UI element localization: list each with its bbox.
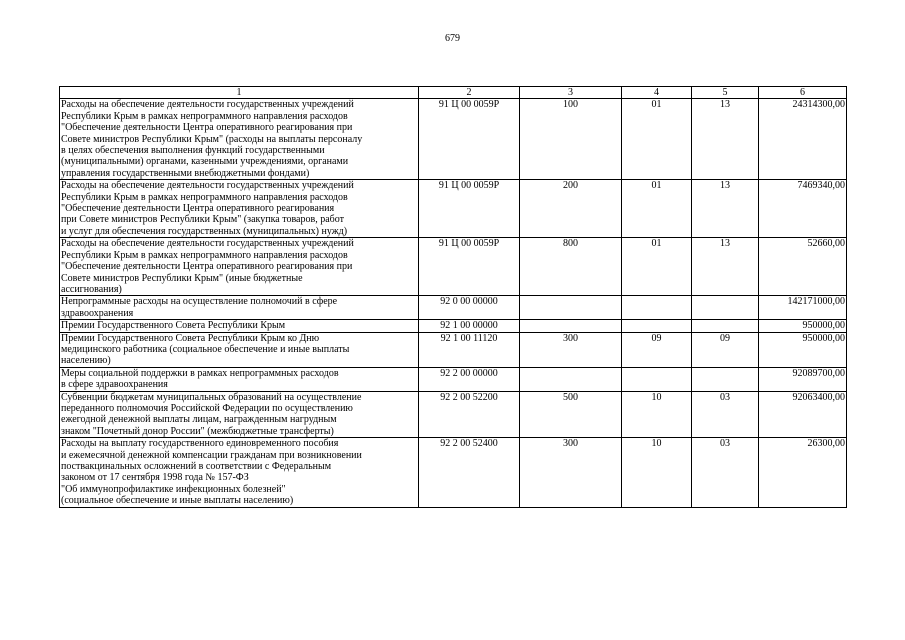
- expense-description: Субвенции бюджетам муниципальных образований на осуществление переданного полномочия Российской Федерации по осуществлению ежегодной денежной выплаты лицам, награжденным нагрудным знаком "Почетный донор России" (межбюджетные трансферты): [60, 391, 419, 438]
- table-row: [60, 367, 847, 391]
- expense-type: 500: [520, 391, 622, 438]
- section-code: 01: [622, 238, 692, 296]
- section-code: [622, 367, 692, 391]
- amount: 52660,00: [759, 238, 847, 296]
- table-row: [60, 99, 847, 180]
- section-code: 01: [622, 99, 692, 180]
- subsection-code: 13: [692, 180, 759, 238]
- expense-description: Расходы на обеспечение деятельности государственных учреждений Республики Крым в рамках непрограммного направления расходов "Обеспечение деятельности Центра оперативного реагирования при Совете министров Республики Крым" (иные бюджетные ассигнования): [60, 238, 419, 296]
- section-code: 10: [622, 438, 692, 507]
- target-code: 92 1 00 11120: [419, 332, 520, 367]
- amount: 92089700,00: [759, 367, 847, 391]
- page-number: 679: [445, 33, 460, 44]
- subsection-code: [692, 296, 759, 320]
- subsection-code: 03: [692, 391, 759, 438]
- column-header: 1: [60, 87, 419, 99]
- expense-type: 200: [520, 180, 622, 238]
- section-code: [622, 320, 692, 332]
- expense-description: Премии Государственного Совета Республики Крым: [60, 320, 419, 332]
- subsection-code: 03: [692, 438, 759, 507]
- subsection-code: [692, 320, 759, 332]
- budget-table: [59, 86, 847, 508]
- target-code: 92 0 00 00000: [419, 296, 520, 320]
- section-code: [622, 296, 692, 320]
- expense-type: [520, 367, 622, 391]
- target-code: 92 2 00 52200: [419, 391, 520, 438]
- target-code: 92 2 00 00000: [419, 367, 520, 391]
- amount: 142171000,00: [759, 296, 847, 320]
- table-row: [60, 296, 847, 320]
- section-code: 09: [622, 332, 692, 367]
- expense-description: Расходы на обеспечение деятельности государственных учреждений Республики Крым в рамках непрограммного направления расходов "Обеспечение деятельности Центра оперативного реагирования при Совете министров Республики Крым" (расходы на выплаты персоналу в целях обеспечения выполнения функций государственными (муниципальными) органами, казенными учреждениями, органами управления государственными внебюджетными фондами): [60, 99, 419, 180]
- column-header: 6: [759, 87, 847, 99]
- column-header: 3: [520, 87, 622, 99]
- subsection-code: 13: [692, 238, 759, 296]
- subsection-code: [692, 367, 759, 391]
- section-code: 01: [622, 180, 692, 238]
- column-header: 4: [622, 87, 692, 99]
- amount: 24314300,00: [759, 99, 847, 180]
- expense-description: Непрограммные расходы на осуществление полномочий в сфере здравоохранения: [60, 296, 419, 320]
- target-code: 91 Ц 00 0059Р: [419, 180, 520, 238]
- column-header: 5: [692, 87, 759, 99]
- subsection-code: 13: [692, 99, 759, 180]
- expense-type: 300: [520, 438, 622, 507]
- expense-description: Расходы на обеспечение деятельности государственных учреждений Республики Крым в рамках непрограммного направления расходов "Обеспечение деятельности Центра оперативного реагирования при Совете министров Республики Крым" (закупка товаров, работ и услуг для обеспечения государственных (муниципальных) нужд): [60, 180, 419, 238]
- expense-description: Меры социальной поддержки в рамках непрограммных расходов в сфере здравоохранения: [60, 367, 419, 391]
- expense-type: 300: [520, 332, 622, 367]
- table-row: [60, 238, 847, 296]
- target-code: 92 2 00 52400: [419, 438, 520, 507]
- table-row: [60, 438, 847, 507]
- target-code: 91 Ц 00 0059Р: [419, 238, 520, 296]
- amount: 7469340,00: [759, 180, 847, 238]
- table-row: [60, 332, 847, 367]
- table-row: [60, 180, 847, 238]
- subsection-code: 09: [692, 332, 759, 367]
- expense-type: [520, 296, 622, 320]
- table-header-row: [60, 87, 847, 99]
- table-row: [60, 391, 847, 438]
- expense-type: [520, 320, 622, 332]
- expense-description: Премии Государственного Совета Республики Крым ко Дню медицинского работника (социальное обеспечение и иные выплаты населению): [60, 332, 419, 367]
- column-header: 2: [419, 87, 520, 99]
- expense-type: 800: [520, 238, 622, 296]
- target-code: 92 1 00 00000: [419, 320, 520, 332]
- expense-type: 100: [520, 99, 622, 180]
- expense-description: Расходы на выплату государственного единовременного пособия и ежемесячной денежной компенсации гражданам при возникновении поствакцинальных осложнений в соответствии с Федеральным законом от 17 сентября 1998 года № 157-ФЗ "Об иммунопрофилактике инфекционных болезней" (социальное обеспечение и иные выплаты населению): [60, 438, 419, 507]
- amount: 26300,00: [759, 438, 847, 507]
- target-code: 91 Ц 00 0059Р: [419, 99, 520, 180]
- amount: 950000,00: [759, 320, 847, 332]
- section-code: 10: [622, 391, 692, 438]
- table-row: [60, 320, 847, 332]
- amount: 950000,00: [759, 332, 847, 367]
- amount: 92063400,00: [759, 391, 847, 438]
